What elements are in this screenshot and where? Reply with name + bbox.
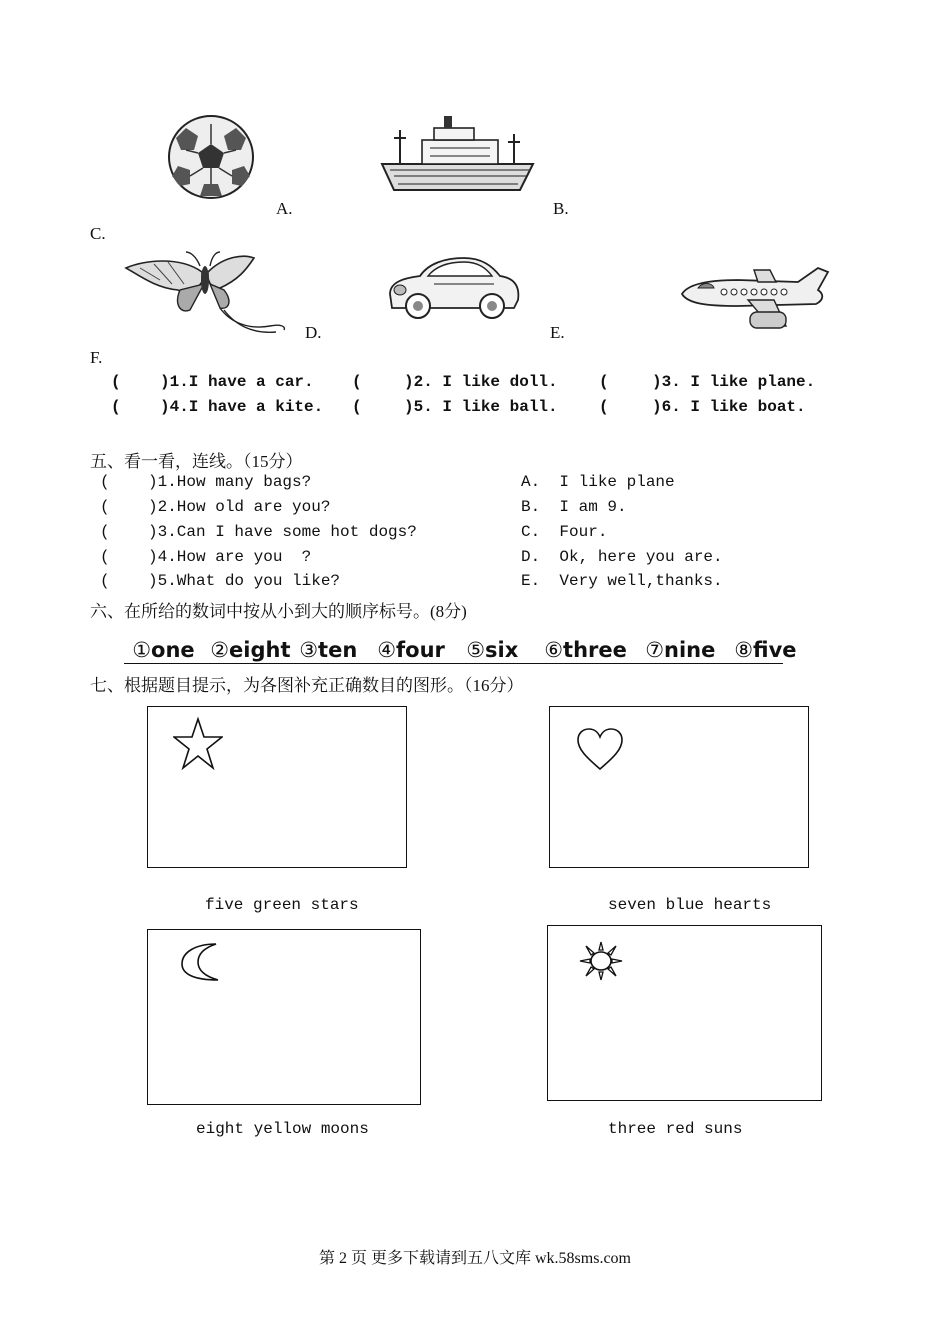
label-b: B. — [553, 199, 569, 218]
q3-text: )3.Can I have some hot dogs? — [148, 523, 417, 541]
number-word: three — [563, 638, 627, 662]
heart-icon — [576, 727, 624, 771]
q5-text: )5.What do you like? — [148, 572, 341, 590]
ordinal-mark: ⑧ — [734, 638, 754, 662]
plane-icon — [678, 264, 830, 336]
section6-title: 六、在所给的数词中按从小到大的顺序标号。(8分) — [90, 602, 467, 621]
ordinal-mark: ① — [132, 638, 152, 662]
statement-3: )3. I like plane. — [652, 373, 816, 391]
number-word-6 — [525, 620, 627, 662]
q4-paren: ( — [100, 548, 110, 566]
label-d: D. — [305, 323, 322, 342]
label-c: C. — [90, 224, 106, 243]
statement-5: )5. I like ball. — [404, 398, 558, 416]
answer-b: B. I am 9. — [521, 498, 627, 516]
q1-paren: ( — [100, 473, 110, 491]
page-footer: 第 2 页 更多下载请到五八文库 wk.58sms.com — [318, 1250, 631, 1267]
ordinal-mark: ④ — [377, 638, 397, 662]
number-word-1 — [113, 620, 195, 662]
ball-icon — [166, 114, 256, 200]
star-icon — [173, 717, 223, 771]
ordinal-mark: ③ — [299, 638, 319, 662]
q3-paren: ( — [100, 523, 110, 541]
q2-paren: ( — [100, 498, 110, 516]
ordinal-mark: ⑥ — [544, 638, 564, 662]
paren-4: ( — [111, 398, 121, 416]
car-icon — [384, 254, 524, 322]
number-word: five — [753, 638, 797, 662]
sun-icon — [576, 940, 626, 982]
statement-2: )2. I like doll. — [404, 373, 558, 391]
ordinal-mark: ⑦ — [645, 638, 665, 662]
moon-icon — [174, 940, 224, 984]
answer-line — [124, 663, 783, 664]
number-word: ten — [318, 638, 358, 662]
answer-e: E. Very well,thanks. — [521, 572, 723, 590]
drawing-box-suns[interactable] — [547, 925, 822, 1101]
answer-a: A. I like plane — [521, 473, 675, 491]
statement-6: )6. I like boat. — [652, 398, 806, 416]
answer-c: C. Four. — [521, 523, 608, 541]
paren-5: ( — [352, 398, 362, 416]
caption-stars: five green stars — [205, 896, 359, 914]
drawing-box-hearts[interactable] — [549, 706, 809, 868]
ordinal-mark: ⑤ — [466, 638, 486, 662]
q4-text: )4.How are you ? — [148, 548, 312, 566]
number-word-8 — [715, 620, 797, 662]
q2-text: )2.How old are you? — [148, 498, 331, 516]
number-word-3 — [280, 620, 357, 662]
paren-2: ( — [352, 373, 362, 391]
section5-title: 五、看一看，连线。（15分） — [90, 452, 303, 471]
number-word: four — [396, 638, 445, 662]
paren-6: ( — [599, 398, 609, 416]
kite-icon — [120, 250, 288, 336]
answer-d: D. Ok, here you are. — [521, 548, 723, 566]
number-word-5 — [447, 620, 518, 662]
caption-suns: three red suns — [608, 1120, 743, 1138]
drawing-box-stars[interactable] — [147, 706, 407, 868]
label-a: A. — [276, 199, 293, 218]
q5-paren: ( — [100, 572, 110, 590]
caption-hearts: seven blue hearts — [608, 896, 772, 914]
caption-moons: eight yellow moons — [196, 1120, 369, 1138]
number-word-2 — [191, 620, 291, 662]
paren-1: ( — [111, 373, 121, 391]
ship-icon — [380, 112, 535, 196]
number-word-7 — [626, 620, 715, 662]
number-word: nine — [664, 638, 716, 662]
q1-text: )1.How many bags? — [148, 473, 312, 491]
ordinal-mark: ② — [210, 638, 230, 662]
label-f: F. — [90, 348, 103, 367]
paren-3: ( — [599, 373, 609, 391]
section7-title: 七、根据题目提示，为各图补充正确数目的图形。（16分） — [90, 676, 524, 695]
statement-1: )1.I have a car. — [160, 373, 314, 391]
number-word: one — [151, 638, 195, 662]
number-word: six — [485, 638, 519, 662]
label-e: E. — [550, 323, 565, 342]
number-word: eight — [229, 638, 291, 662]
statement-4: )4.I have a kite. — [160, 398, 324, 416]
drawing-box-moons[interactable] — [147, 929, 421, 1105]
number-word-4 — [358, 620, 445, 662]
